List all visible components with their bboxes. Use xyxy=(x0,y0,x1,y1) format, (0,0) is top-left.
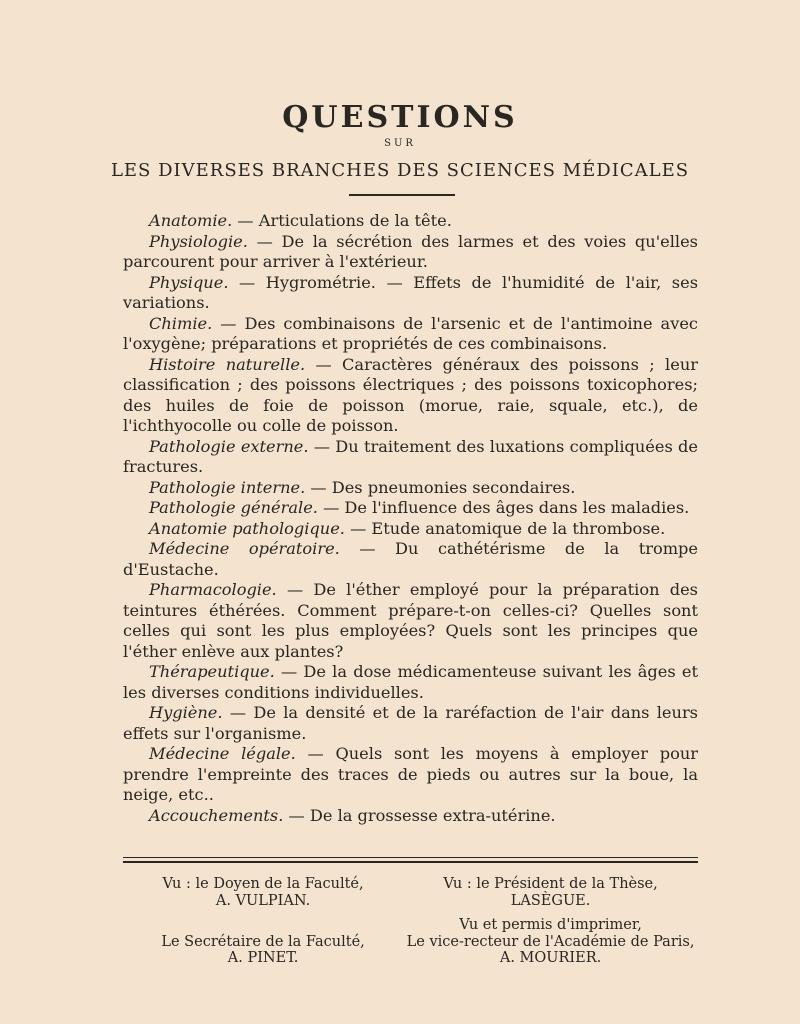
question-text: — Caractères généraux des poissons ; leur classification ; des poissons électriques ; des poissons toxicophores; des huiles de foie de poisson (morue, raie, squale, etc.), de l'ichthyocolle ou colle de poisson. xyxy=(123,354,698,435)
question-subject: Chimie. xyxy=(149,313,213,333)
question-entry xyxy=(123,478,698,499)
question-text: — Etude anatomique de la thrombose. xyxy=(344,518,666,538)
question-entry xyxy=(123,355,698,437)
question-entry xyxy=(123,806,698,827)
dean-signature xyxy=(123,876,403,909)
question-entry xyxy=(123,273,698,314)
question-subject: Physique. xyxy=(149,272,229,292)
question-entry xyxy=(123,211,698,232)
page-subtitle: LES DIVERSES BRANCHES DES SCIENCES MÉDICALES xyxy=(110,160,690,181)
question-subject: Anatomie. xyxy=(149,211,233,230)
question-text: — Hygrométrie. — Effets de l'humidité de l'air, ses variations. xyxy=(123,272,698,312)
question-subject: Pathologie externe. xyxy=(149,436,309,456)
question-text: — Des pneumonies secondaires. xyxy=(305,477,576,497)
question-text: — Du cathétérisme de la trompe d'Eustache. xyxy=(123,539,698,579)
question-entry xyxy=(123,662,698,703)
question-text: — Articulations de la tête. xyxy=(232,211,452,230)
questions-list xyxy=(123,211,698,826)
question-subject: Thérapeutique. xyxy=(149,662,275,681)
question-entry xyxy=(123,232,698,273)
dean-title: Vu : le Doyen de la Faculté, xyxy=(162,876,364,892)
question-subject: Médecine légale. xyxy=(149,744,296,763)
secretary-signature xyxy=(123,917,403,967)
question-text: — Du traitement des luxations compliquées de fractures. xyxy=(123,436,698,476)
question-entry xyxy=(123,580,698,662)
question-subject: Hygiène. xyxy=(149,703,223,722)
title-connector: SUR xyxy=(384,138,416,149)
question-entry xyxy=(123,703,698,744)
question-subject: Médecine opératoire. xyxy=(149,539,340,558)
question-entry xyxy=(123,744,698,806)
vice-rector-signature xyxy=(403,917,698,967)
question-subject: Physiologie. xyxy=(149,231,248,251)
question-text: — De la sécrétion des larmes et des voies qu'elles parcourent pour arriver à l'extérieur. xyxy=(123,231,698,271)
vice-rector-title: Le vice-recteur de l'Académie de Paris, xyxy=(406,933,695,950)
footer-divider-thick xyxy=(123,861,698,863)
question-entry xyxy=(123,498,698,519)
president-title: Vu : le Président de la Thèse, xyxy=(443,876,658,892)
question-entry xyxy=(123,539,698,580)
question-text: — De l'influence des âges dans les maladies. xyxy=(317,498,690,517)
vice-rector-name: A. MOURIER. xyxy=(499,950,602,966)
question-subject: Pathologie interne. xyxy=(149,477,306,497)
question-subject: Pharmacologie. xyxy=(149,580,277,599)
question-subject: Anatomie pathologique. xyxy=(149,518,345,538)
signature-row xyxy=(123,917,698,967)
secretary-title: Le Secrétaire de la Faculté, xyxy=(161,933,365,950)
page-title: QUESTIONS xyxy=(282,100,518,135)
question-entry xyxy=(123,437,698,478)
question-text: — Des combinaisons de l'arsenic et de l'antimoine avec l'oxygène; préparations et propriétés de ces combinaisons. xyxy=(123,313,698,353)
signature-row xyxy=(123,876,698,909)
dean-name: A. VULPIAN. xyxy=(215,892,311,909)
header-divider xyxy=(349,194,455,196)
footer-divider-thin xyxy=(123,857,698,858)
question-entry xyxy=(123,314,698,355)
question-subject: Histoire naturelle. xyxy=(149,354,306,374)
question-text: — De la grossesse extra-utérine. xyxy=(283,805,556,825)
president-name: LASÈGUE. xyxy=(510,892,591,909)
question-text: — De l'éther employé pour la préparation des teintures éthérées. Comment prépare-t-on celles-ci? Quelles sont celles qui sont les plus employées? Quels sont les principes que l'éther enlève aux plantes? xyxy=(123,580,698,661)
question-text: — De la densité et de la raréfaction de l'air dans leurs effets sur l'organisme. xyxy=(123,703,698,743)
question-text: — De la dose médicamenteuse suivant les âges et les diverses conditions individuelles. xyxy=(123,662,698,702)
signatures-block xyxy=(123,876,698,967)
question-subject: Accouchements. xyxy=(149,805,284,825)
question-text: — Quels sont les moyens à employer pour prendre l'empreinte des traces de pieds ou autres sur la boue, la neige, etc.. xyxy=(123,744,698,804)
question-entry xyxy=(123,519,698,540)
secretary-name: A. PINET. xyxy=(227,950,299,966)
question-subject: Pathologie générale. xyxy=(149,498,318,517)
print-permission: Vu et permis d'imprimer, xyxy=(459,917,642,933)
president-signature xyxy=(403,876,698,909)
